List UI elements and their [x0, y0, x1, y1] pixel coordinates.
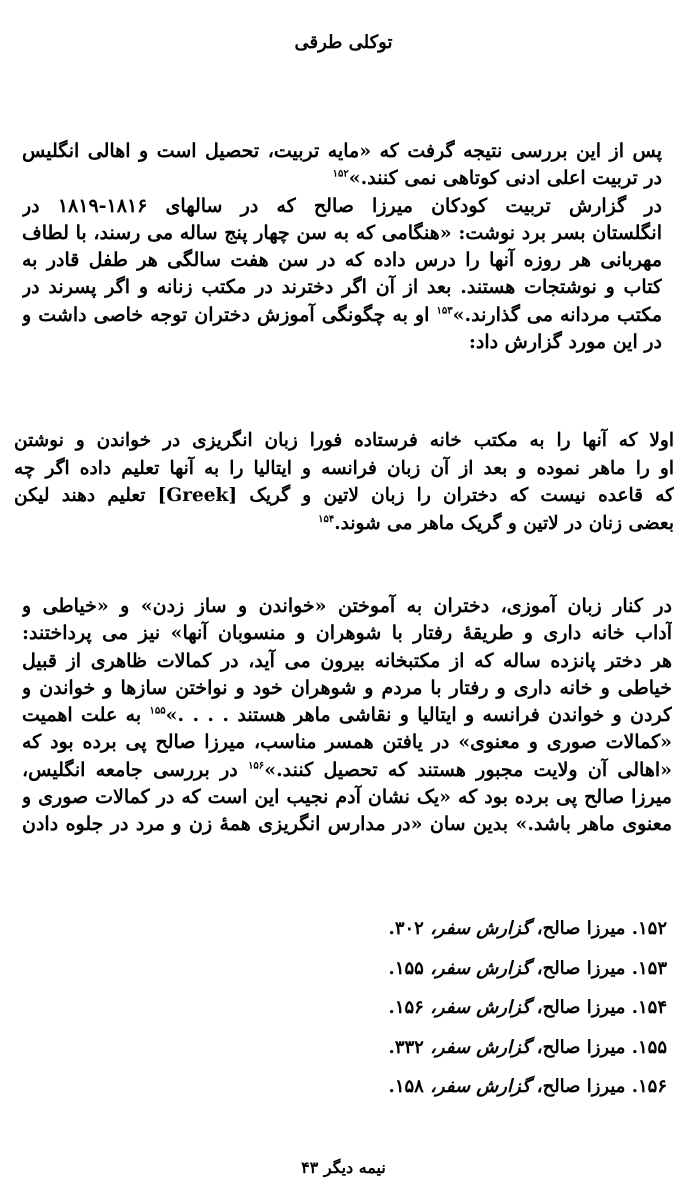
p1-line-2: [22, 165, 662, 192]
footnote-item: [347, 997, 667, 1018]
quote-line-2: او را ماهر نموده و بعد از آن زبان فرانسه و ایتالیا را به آنها تعلیم داده اگر چه: [14, 457, 674, 479]
footnote-page: ۳۰۲.: [388, 918, 424, 939]
paragraph-3: [22, 593, 672, 839]
p3-line-3: هر دختر پانزده ساله که از مکتبخانه بیرون می آید، در کمالات ظاهری از قبیل: [22, 649, 672, 672]
footnote-ref-153: ۱۵۳: [436, 305, 453, 317]
p1-line-6: کتاب و نوشتجات هستند. بعد از آن اگر دخترند در مکتب زنانه و اگر پسرند در: [22, 276, 662, 299]
footnote-number: ۱۵۳.: [631, 957, 667, 979]
p1-line-5: مهربانی هر روزه آنها را درس داده که در سن هفت سالگی هر طفل قادر به: [22, 249, 662, 272]
footnote-item: [347, 958, 667, 979]
footnote-page: ۳۳۲.: [388, 1036, 424, 1058]
page-footer: نیمه دیگر ۴۳: [301, 1158, 386, 1177]
p3-line-8: میرزا صالح پی برده بود که «یک نشان آدم نجیب این است که در کمالات صوری و: [22, 786, 672, 809]
quote-line-4: [14, 510, 674, 538]
footnote-author: میرزا صالح،: [536, 918, 626, 939]
p3-line-6: «کمالات صوری و معنوی» در یافتن همسر مناسب، میرزا صالح پی برده بود که: [22, 731, 672, 754]
footnote-author: میرزا صالح،: [536, 1036, 626, 1058]
footnote-number: ۱۵۵.: [631, 1036, 667, 1058]
p3-line-2: آداب خانه داری و طریقهٔ رفتار با شوهران و منسوبان آنها» نیز می پرداختند:: [22, 622, 672, 645]
p3-line-4: خیاطی و خانه داری و رفتار با مردم و شوهران خود و نواختن سازها و خواندن و: [22, 676, 672, 699]
p1-line-1: پس از این بررسی نتیجه گرفت که «مایه تربیت، تحصیل است و اهالی انگلیس: [22, 140, 662, 162]
p3-line-5-text: کردن و خواندن فرانسه و ایتالیا و نقاشی ماهر هستند . . . .»: [165, 704, 672, 727]
p1-line-4: انگلستان بسر برد نوشت: «هنگامی که به سن چهار پنج ساله می رسند، با لطاف: [22, 221, 662, 244]
p1-line-7-text: مکتب مردانه می گذارند.»: [452, 303, 662, 326]
p1-line-3: در گزارش تربیت کودکان میرزا صالح که در سالهای ۱۸۱۶-۱۸۱۹ در: [22, 194, 662, 217]
p3-line-9: معنوی ماهر باشد.» بدین سان «در مدارس انگریزی همهٔ زن و مرد در جلوه دادن: [22, 813, 672, 836]
p3-line-5: [22, 702, 672, 729]
p3-line-7: [22, 757, 672, 784]
footnote-ref-156: ۱۵۶: [248, 760, 265, 772]
block-quote: [14, 427, 674, 537]
quote-line-3: که قاعده نیست که دختران را زبان لاتین و گریک [Greek] تعلیم دهند لیکن: [14, 485, 674, 506]
footnote-source: گزارش سفر،: [430, 957, 531, 979]
footnote-author: میرزا صالح،: [536, 1076, 626, 1097]
footnote-item: [347, 1076, 667, 1097]
footnote-page: ۱۵۵.: [388, 957, 424, 979]
p3-line-7-tail: در بررسی جامعه انگلیس،: [22, 758, 238, 781]
footnote-source: گزارش سفر،: [430, 918, 531, 939]
footnote-number: ۱۵۶.: [631, 1076, 667, 1097]
footnote-author: میرزا صالح،: [536, 997, 626, 1018]
p1-line-7-tail: او به چگونگی آموزش دختران توجه خاصی داشت و: [22, 303, 430, 326]
p3-line-1: در کنار زبان آموزی، دختران به آموختن «خواندن و ساز زدن» و «خیاطی و: [22, 595, 672, 617]
footnote-number: ۱۵۴.: [631, 997, 667, 1018]
footnote-source: گزارش سفر،: [430, 1036, 531, 1058]
footnotes: [347, 918, 667, 1116]
paragraph-1: [22, 138, 662, 356]
footnote-item: [347, 1037, 667, 1058]
p1-line-2-text: در تربیت اعلی ادنی کوتاهی نمی کنند.»: [348, 167, 662, 190]
footnote-author: میرزا صالح،: [536, 957, 626, 979]
footnote-page: ۱۵۶.: [388, 997, 424, 1018]
quote-line-4-text: بعضی زنان در لاتین و گریک ماهر می شوند.: [334, 512, 674, 534]
footnote-source: گزارش سفر،: [430, 1076, 531, 1097]
footnote-ref-152: ۱۵۲: [332, 168, 349, 180]
footnote-ref-155: ۱۵۵: [149, 705, 166, 717]
p1-line-8: در این مورد گزارش داد:: [468, 331, 662, 354]
running-header: توکلی طرقی: [294, 32, 393, 53]
footnote-number: ۱۵۲.: [631, 918, 667, 939]
footnote-item: [347, 918, 667, 939]
footnote-page: ۱۵۸.: [388, 1076, 424, 1097]
footnote-ref-154: ۱۵۴: [318, 513, 335, 525]
p1-line-7: [22, 302, 662, 329]
p3-line-5-tail: به علت اهمیت: [22, 704, 142, 727]
footnote-source: گزارش سفر،: [430, 997, 531, 1018]
p3-line-7-text: «اهالی آن ولایت مجبور هستند که تحصیل کنند.»: [264, 758, 672, 781]
quote-line-1: اولا که آنها را به مکتب خانه فرستاده فورا زبان انگریزی در خواندن و نوشتن: [14, 430, 674, 451]
